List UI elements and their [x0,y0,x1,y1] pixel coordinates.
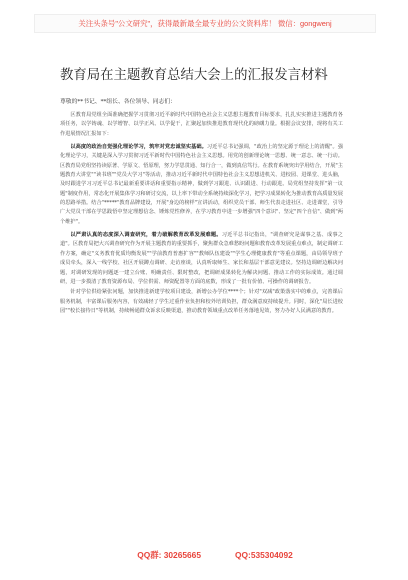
paragraph-1-text: 区教育局党组全面准确把握学习贯彻习近平新时代中国特色社会主义思想主题教育目标要求，扎扎实实推进主题教育各项任务，以学铸魂、以学增智、以学正风、以学促干，汇聚起加快推进教育现代化的磅礴力量。根据会议安排，现将有关工作进展情况汇报如下： [60,112,343,137]
qq-group-number: QQ群: 30265665 [137,550,202,560]
salutation: 尊敬的**书记、**组长、各位领导、同志们： [60,99,176,105]
document-body [60,111,343,531]
document-title: 教育局在主题教育总结大会上的汇报发言材料 [60,68,328,83]
paragraph-4-text: 针对学位供给紧张问题，加快推进新建学校项目建设，新增公办学位****个；针对"双减"政策落实中的难点，完善课后服务机制，丰富课后服务内容，有效减轻了学生过重作业负担和校外培训负担，群众满意度持续提升。同时，深化"局长进校园""校长接待日"等机制，持续畅通群众诉求反映渠道，推动教育领域重点改革任务落地见效，努力办好人民满意的教育。 [60,289,343,315]
qq-number: QQ:535304092 [235,550,293,560]
body-paragraph-3 [60,231,343,287]
paragraph-3-text: 习近平总书记指出，"调查研究是谋事之基、成事之道"。区教育局把大兴调查研究作为开展主题教育的重要抓手，聚焦群众急难愁盼问题和教育改革发展重点难点，制定调研工作方案，确定"义务教育优质均衡发展""学前教育普惠扩容""教师队伍建设""学生心理健康教育"等重点课题，由局领导班子成员牵头，深入一线学校、社区开展蹲点调研、走访座谈，认真听取师生、家长和基层干部意见建议。坚持边调研边解决问题，对调研发现的问题逐一建立台账、明确责任、限时整改，把调研成果转化为解决问题、推动工作的实际成效。通过调研，进一步摸清了教育资源布局、学位供需、师资配置等方面的底数，形成了一批有价值、可操作的调研报告。 [60,232,343,285]
body-paragraph-4 [60,288,343,316]
paragraph-3-heading: 以严肃认真的态度深入调查研究，着力破解教育改革发展难题。 [70,232,222,239]
paragraph-2-text: 习近平总书记强调，"政治上的坚定源于理论上的清醒"。强化理论学习，关键是深入学习贯彻习近平新时代中国特色社会主义思想。用党的创新理论统一思想、统一意志、统一行动。区教育局党组坚持读原著、学原文、悟原理，努力学思贯通、知行合一，做到真信笃行。在教育系统突出学用结合，开展"主题教育大讲堂""读书班""党员大学习"等活动，推动习近平新时代中国特色社会主义思想进机关、进校园、进课堂、进头脑，及时跟进学习习近平总书记最新重要讲话和重要指示精神，做到学习跟进、认识跟进、行动跟进。局党组坚持发挥"第一议题"制度作用，常态化开展集体学习和研讨交流，以上率下带动全系统持续深化学习，把学习成果转化为推动教育高质量发展的思路举措。结合"*****"教育品牌建设，开展"身边的榜样"宣讲活动，组织党员干部、师生代表走进社区、走进课堂，引导广大党员干部在学思践悟中坚定理想信念、锤炼党性修养，在学习教育中进一步增强"四个意识"、坚定"四个自信"、做到"两个维护"。 [60,144,343,225]
promo-banner: 关注头条号"公文研究"，获得最新最全最专业的公文资料库！ 微信：gongwenj [34,14,376,33]
body-paragraph-2 [60,143,343,227]
body-paragraph-1 [60,111,343,139]
contact-footer [90,549,340,561]
paragraph-2-heading: 以高度的政治自觉强化理论学习，筑牢对党忠诚坚实基础。 [70,144,207,151]
